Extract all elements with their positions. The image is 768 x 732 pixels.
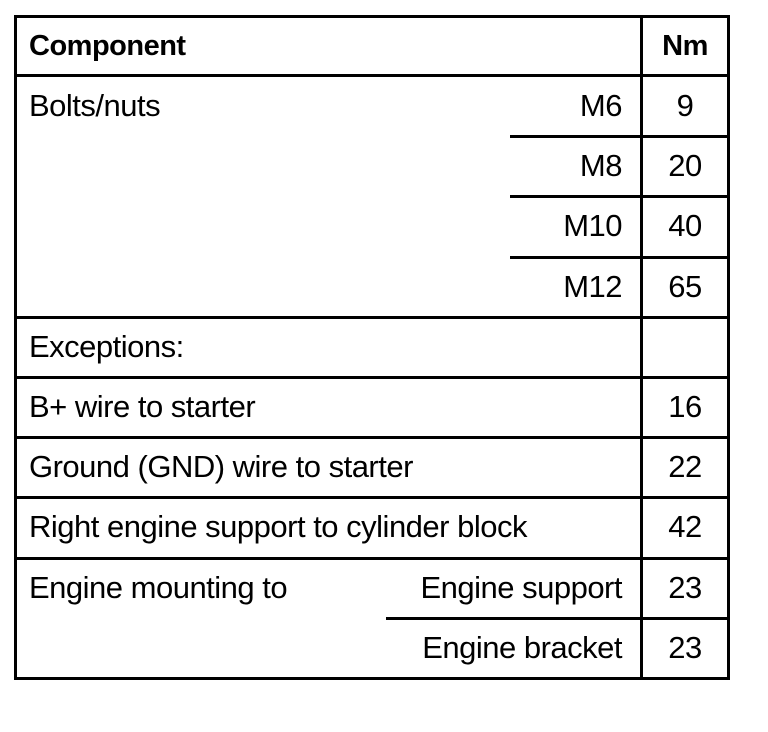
bolt-size-m8: M8 bbox=[579, 148, 622, 183]
row-line-support-end bbox=[14, 557, 730, 560]
exception-bplus-label: B+ wire to starter bbox=[29, 389, 256, 424]
row-line-mount-support-end bbox=[386, 617, 730, 620]
bolt-value-m8: 20 bbox=[668, 148, 702, 183]
bolt-value-m10: 40 bbox=[668, 208, 702, 243]
mounting-value-bracket: 23 bbox=[668, 630, 702, 665]
exceptions-label: Exceptions: bbox=[29, 329, 184, 364]
row-line-header bbox=[14, 74, 730, 77]
bolt-size-m12: M12 bbox=[563, 269, 622, 304]
border-left bbox=[14, 15, 17, 680]
row-line-m6-end bbox=[510, 135, 730, 138]
header-unit: Nm bbox=[662, 30, 708, 62]
mounting-sub-bracket: Engine bracket bbox=[422, 630, 622, 665]
bolts-label: Bolts/nuts bbox=[29, 88, 161, 123]
row-line-exceptions-end bbox=[14, 376, 730, 379]
row-line-bolts-end bbox=[14, 316, 730, 319]
header-component: Component bbox=[29, 30, 186, 62]
border-bottom bbox=[14, 677, 730, 680]
mounting-sub-support: Engine support bbox=[420, 570, 622, 605]
row-line-m10-end bbox=[510, 256, 730, 259]
bolt-size-m10: M10 bbox=[563, 208, 622, 243]
exception-bplus-value: 16 bbox=[668, 389, 702, 424]
exception-gnd-value: 22 bbox=[668, 449, 702, 484]
exception-gnd-label: Ground (GND) wire to starter bbox=[29, 449, 413, 484]
mounting-value-support: 23 bbox=[668, 570, 702, 605]
border-top bbox=[14, 15, 730, 18]
bolt-value-m6: 9 bbox=[676, 88, 694, 123]
row-line-gnd-end bbox=[14, 496, 730, 499]
mounting-label: Engine mounting to bbox=[29, 570, 288, 605]
row-line-m8-end bbox=[510, 195, 730, 198]
bolt-size-m6: M6 bbox=[579, 88, 622, 123]
bolt-value-m12: 65 bbox=[668, 269, 702, 304]
border-right bbox=[727, 15, 730, 680]
exception-support-label: Right engine support to cylinder block bbox=[29, 509, 527, 544]
exception-support-value: 42 bbox=[668, 509, 702, 544]
row-line-bplus-end bbox=[14, 436, 730, 439]
